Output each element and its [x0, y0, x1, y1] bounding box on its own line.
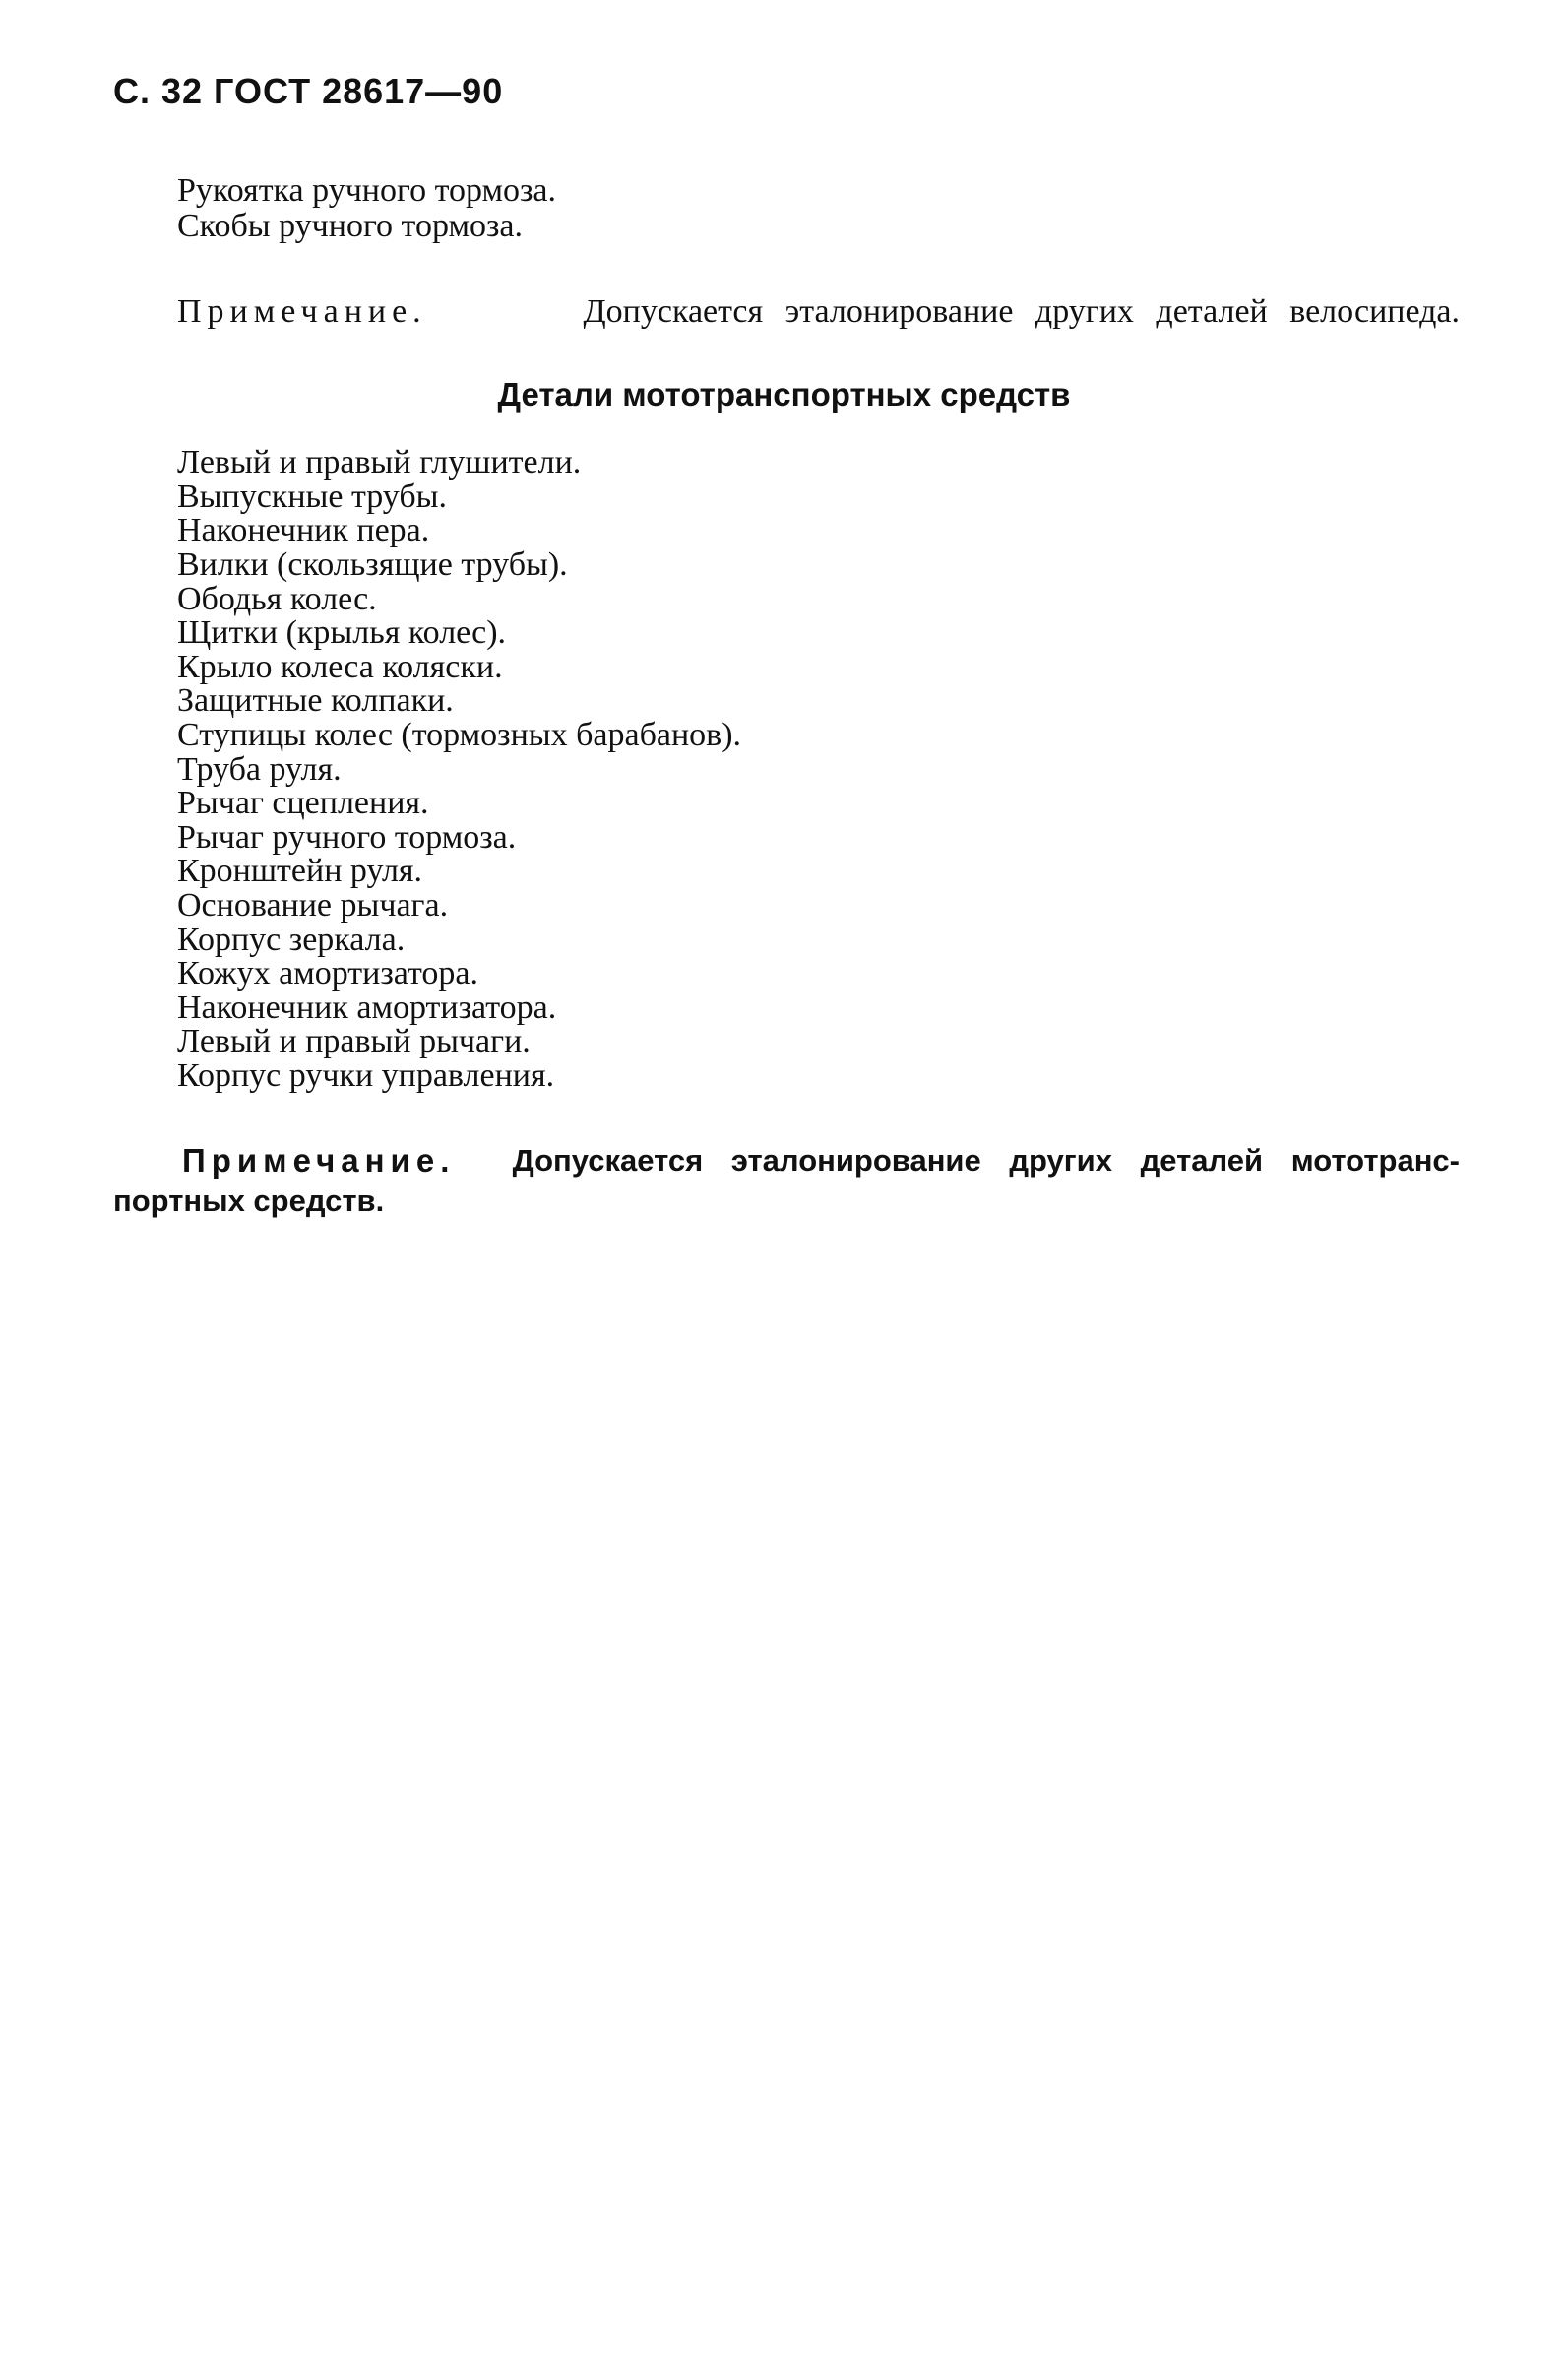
list-item: Труба руля. — [177, 751, 342, 788]
list-item: Защитные колпаки. — [177, 682, 454, 719]
note-moto-line2: портных средств. — [113, 1183, 385, 1218]
page-header: С. 32 ГОСТ 28617—90 — [113, 71, 504, 111]
list-item: Рукоятка ручного тормоза. — [177, 172, 557, 209]
note-label: Примечание. — [182, 1142, 456, 1179]
note-text: Допускается эталонирование других деталей велосипеда. — [583, 293, 1460, 330]
list-item: Рычаг сцепления. — [177, 785, 429, 821]
list-item: Ободья колес. — [177, 581, 377, 617]
list-item: Основание рычага. — [177, 887, 449, 924]
list-item: Вилки (скользящие трубы). — [177, 546, 568, 583]
list-item: Наконечник амортизатора. — [177, 990, 557, 1026]
list-item: Кронштейн руля. — [177, 853, 423, 889]
list-item: Корпус зеркала. — [177, 922, 406, 958]
list-item: Крыло колеса коляски. — [177, 649, 503, 685]
list-item: Левый и правый глушители. — [177, 444, 582, 480]
list-item: Скобы ручного тормоза. — [177, 208, 523, 244]
list-item: Щитки (крылья колес). — [177, 614, 507, 651]
list-item: Наконечник пера. — [177, 512, 430, 548]
list-item: Левый и правый рычаги. — [177, 1023, 531, 1059]
note-label: Примечание. — [177, 293, 427, 330]
list-item: Корпус ручки управления. — [177, 1057, 555, 1094]
list-item: Кожух амортизатора. — [177, 955, 478, 991]
section-title: Детали мототранспортных средств — [497, 376, 1071, 413]
list-item: Ступицы колес (тормозных барабанов). — [177, 717, 742, 753]
note-text: Допускается эталонирование других деталей мототранс- — [512, 1143, 1460, 1178]
list-item: Рычаг ручного тормоза. — [177, 819, 517, 856]
list-item: Выпускные трубы. — [177, 479, 447, 515]
note-bicycle — [177, 295, 1460, 329]
note-moto-line1 — [182, 1144, 1460, 1178]
